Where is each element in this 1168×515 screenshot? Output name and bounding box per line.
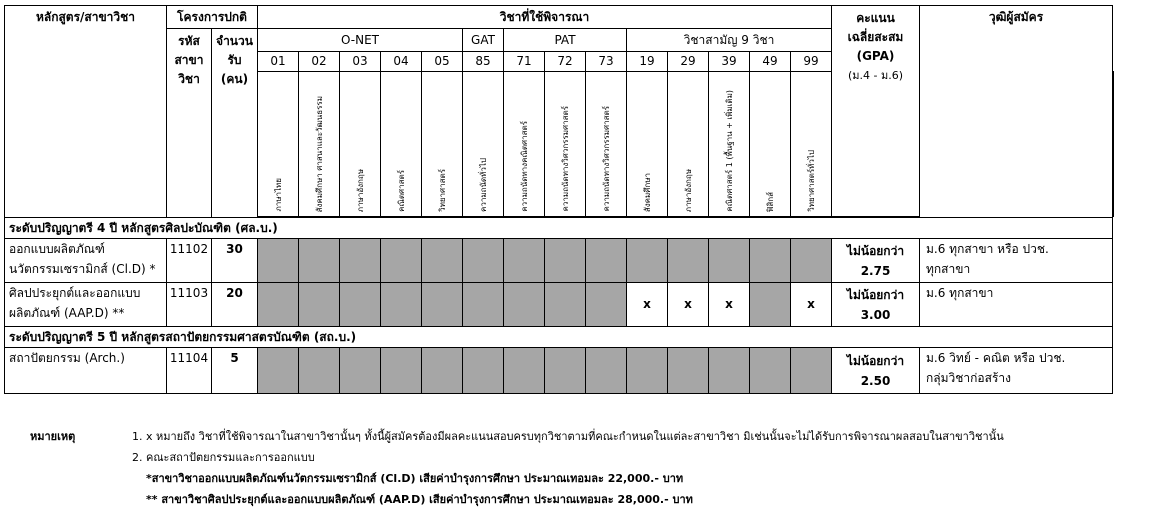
subject-name-71: ความถนัดทางคณิตศาสตร์ <box>519 121 529 212</box>
section-bachelor-5y: ระดับปริญญาตรี 5 ปี หลักสูตรสถาปัตยกรรมศาสตรบัณฑิต (สถ.บ.) <box>5 327 1113 348</box>
gpa-label: ไม่น้อยกว่า <box>846 353 905 368</box>
header-gpa-blank <box>1113 72 1114 217</box>
subject-code-85: 85 <box>463 52 504 72</box>
subject-code-04: 04 <box>381 52 422 72</box>
subject-empty <box>258 283 299 327</box>
header-gpa-range: (ม.4 - ม.6) <box>847 69 904 82</box>
subject-name-99: วิทยาศาสตร์ทั่วไป <box>806 150 816 212</box>
subject-code-01: 01 <box>258 52 299 72</box>
subject-name-cell <box>627 72 668 217</box>
gpa-label: ไม่น้อยกว่า <box>846 287 905 302</box>
table-row <box>5 239 1114 283</box>
gpa-value: 3.00 <box>860 307 891 322</box>
subject-name-01: ภาษาไทย <box>273 178 283 212</box>
subject-empty <box>750 239 791 283</box>
subject-empty <box>463 239 504 283</box>
note-2: 2. คณะสถาปัตยกรรมและการออกแบบ <box>132 451 315 464</box>
table-row <box>5 348 1114 394</box>
subject-code-49: 49 <box>750 52 791 72</box>
subject-name-cell <box>709 72 750 217</box>
subject-code-71: 71 <box>504 52 545 72</box>
subject-empty <box>381 283 422 327</box>
subject-empty <box>586 348 627 394</box>
subject-name-cell <box>381 72 422 217</box>
subject-name-85: ความถนัดทั่วไป <box>478 158 488 212</box>
subject-name-04: คณิตศาสตร์ <box>396 170 406 212</box>
subject-empty <box>504 239 545 283</box>
header-nine: วิชาสามัญ 9 วิชา <box>627 29 832 52</box>
subject-empty <box>750 283 791 327</box>
program-name: ออกแบบผลิตภัณฑ์ นวัตกรรมเซรามิกส์ (Cl.D) * <box>5 239 167 283</box>
subject-name-cell <box>750 72 791 217</box>
subject-empty <box>463 283 504 327</box>
subject-code-99: 99 <box>791 52 832 72</box>
subject-empty <box>422 348 463 394</box>
admission-table <box>4 5 1114 394</box>
subject-empty <box>709 348 750 394</box>
subject-code-29: 29 <box>668 52 709 72</box>
subject-empty <box>381 239 422 283</box>
gpa-requirement <box>832 283 920 327</box>
subject-empty <box>586 239 627 283</box>
gpa-value: 2.75 <box>860 263 891 278</box>
qualification: ม.6 วิทย์ - คณิต หรือ ปวช. กลุ่มวิชาก่อสร้าง <box>920 348 1113 394</box>
gpa-requirement <box>832 239 920 283</box>
subject-empty <box>463 348 504 394</box>
subject-code-19: 19 <box>627 52 668 72</box>
gpa-value: 2.50 <box>860 373 891 388</box>
subject-empty <box>258 348 299 394</box>
notes-label: หมายเหตุ <box>30 430 76 443</box>
subject-empty <box>586 283 627 327</box>
subject-empty <box>668 239 709 283</box>
subject-code-03: 03 <box>340 52 381 72</box>
subject-mark: x <box>709 283 750 327</box>
gpa-requirement <box>832 348 920 394</box>
note-1: 1. x หมายถึง วิชาที่ใช้พิจารณาในสาขาวิชานั้นๆ ทั้งนี้ผู้สมัครต้องมีผลคะแนนสอบครบทุกวิชาตามที่คณะกำหนดในแต่ละสาขาวิชา มิเช่นนั้นจะไม่ได้รับการพิจารณาผลสอบในสาขาวิชานั้น <box>132 430 1004 443</box>
header-qualification: วุฒิผู้สมัคร <box>920 6 1113 218</box>
header-gpa-label: คะแนน เฉลี่ยสะสม (GPA) <box>847 11 904 63</box>
note-3: *สาขาวิชาออกแบบผลิตภัณฑ์นวัตกรรมเซรามิกส์ (Cl.D) เสียค่าบำรุงการศึกษา ประมาณเทอมละ 22,000.- บาท <box>146 472 684 485</box>
subject-empty <box>791 348 832 394</box>
subject-empty <box>545 239 586 283</box>
subject-empty <box>709 239 750 283</box>
subject-empty <box>299 348 340 394</box>
subject-empty <box>299 239 340 283</box>
subject-code-39: 39 <box>709 52 750 72</box>
subject-name-cell <box>586 72 627 217</box>
subject-code-02: 02 <box>299 52 340 72</box>
subject-name-49: ฟิสิกส์ <box>765 191 775 212</box>
subject-empty <box>545 348 586 394</box>
program-name: ศิลปประยุกต์และออกแบบ ผลิตภัณฑ์ (AAP.D) ** <box>5 283 167 327</box>
program-name: สถาปัตยกรรม (Arch.) <box>5 348 167 394</box>
subject-name-19: สังคมศึกษา <box>642 172 652 212</box>
subject-code-73: 73 <box>586 52 627 72</box>
subject-name-cell <box>545 72 586 217</box>
subject-empty <box>627 348 668 394</box>
qualification: ม.6 ทุกสาขา หรือ ปวช. ทุกสาขา <box>920 239 1113 283</box>
subject-mark: x <box>627 283 668 327</box>
subject-empty <box>627 239 668 283</box>
subject-name-02: สังคมศึกษา ศาสนาและวัฒนธรรม <box>314 95 324 212</box>
header-regular: โครงการปกติ <box>167 6 258 29</box>
subject-empty <box>381 348 422 394</box>
seat-count: 5 <box>212 348 258 394</box>
subject-code-72: 72 <box>545 52 586 72</box>
subject-mark: x <box>791 283 832 327</box>
header-pat: PAT <box>504 29 627 52</box>
gpa-label: ไม่น้อยกว่า <box>846 243 905 258</box>
header-onet: O-NET <box>258 29 463 52</box>
subject-empty <box>258 239 299 283</box>
table-row <box>5 283 1114 327</box>
subject-empty <box>299 283 340 327</box>
subject-empty <box>422 239 463 283</box>
subject-code-05: 05 <box>422 52 463 72</box>
header-subjects: วิชาที่ใช้พิจารณา <box>258 6 832 29</box>
seat-count: 20 <box>212 283 258 327</box>
header-seats: จำนวน รับ (คน) <box>212 29 258 218</box>
subject-empty <box>545 283 586 327</box>
subject-empty <box>668 348 709 394</box>
section-bachelor-4y: ระดับปริญญาตรี 4 ปี หลักสูตรศิลปะบัณฑิต (ศล.บ.) <box>5 218 1113 239</box>
qualification: ม.6 ทุกสาขา <box>920 283 1113 327</box>
subject-name-cell <box>299 72 340 217</box>
subject-name-72: ความถนัดทางวิศวกรรมศาสตร์ <box>560 106 570 212</box>
subject-empty <box>340 283 381 327</box>
subject-name-05: วิทยาศาสตร์ <box>437 169 447 212</box>
program-code: 11104 <box>167 348 212 394</box>
subject-name-73: ความถนัดทางวิศวกรรมศาสตร์ <box>601 106 611 212</box>
seat-count: 30 <box>212 239 258 283</box>
subject-empty <box>791 239 832 283</box>
subject-empty <box>422 283 463 327</box>
program-code: 11102 <box>167 239 212 283</box>
header-program: หลักสูตร/สาขาวิชา <box>5 6 167 218</box>
subject-name-03: ภาษาอังกฤษ <box>355 168 365 212</box>
subject-empty <box>340 348 381 394</box>
notes <box>8 426 1164 510</box>
subject-mark: x <box>668 283 709 327</box>
subject-empty <box>750 348 791 394</box>
subject-name-cell <box>258 72 299 217</box>
program-code: 11103 <box>167 283 212 327</box>
header-gat: GAT <box>463 29 504 52</box>
subject-name-29: ภาษาอังกฤษ <box>683 168 693 212</box>
subject-name-cell <box>422 72 463 217</box>
subject-name-39: คณิตศาสตร์ 1 (พื้นฐาน + เพิ่มเติม) <box>724 90 734 212</box>
subject-name-cell <box>504 72 545 217</box>
subject-name-cell <box>791 72 832 217</box>
subject-empty <box>340 239 381 283</box>
note-4: ** สาขาวิชาศิลปประยุกต์และออกแบบผลิตภัณฑ์ (AAP.D) เสียค่าบำรุงการศึกษา ประมาณเทอมละ 28,000.- บาท <box>146 493 693 506</box>
header-code: รหัส สาขา วิชา <box>167 29 212 218</box>
subject-name-cell <box>340 72 381 217</box>
subject-empty <box>504 348 545 394</box>
subject-name-cell <box>668 72 709 217</box>
subject-empty <box>504 283 545 327</box>
header-gpa <box>832 6 920 217</box>
subject-name-cell <box>463 72 504 217</box>
